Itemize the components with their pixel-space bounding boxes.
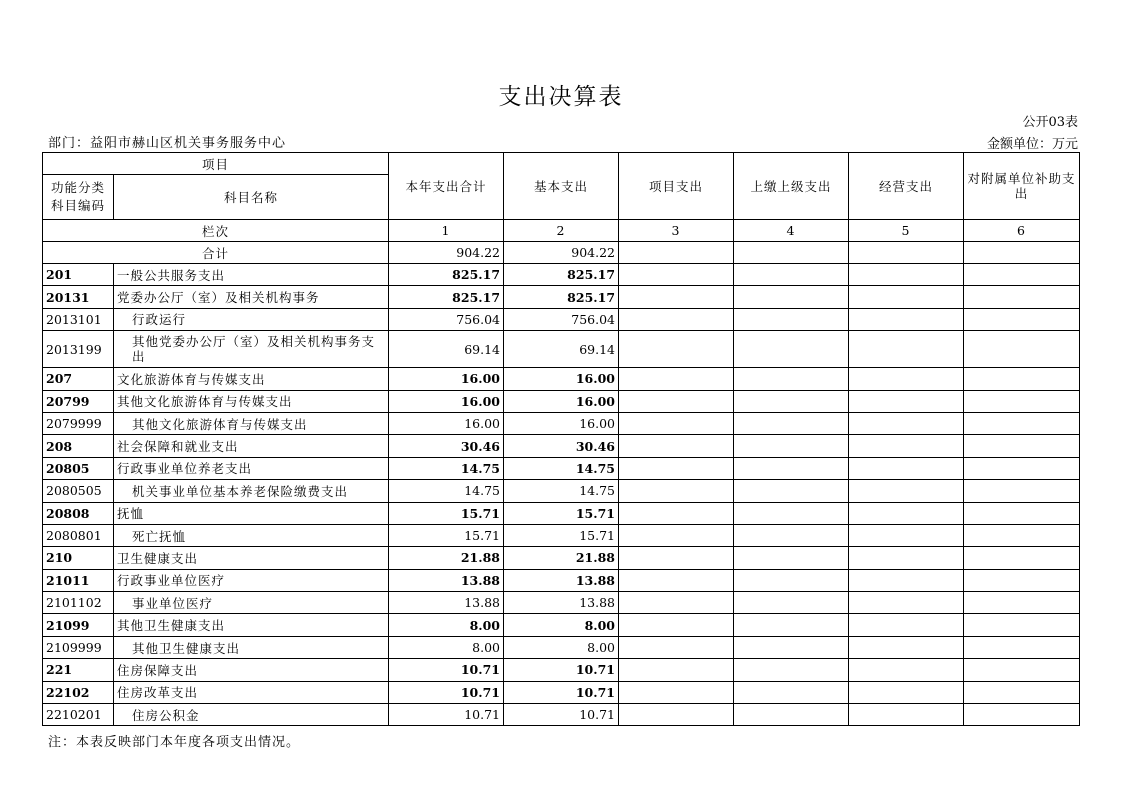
empty-cell [964, 636, 1080, 658]
empty-cell [849, 264, 964, 286]
empty-cell [734, 331, 849, 368]
total-amount: 904.22 [389, 242, 504, 264]
table-row [43, 308, 1080, 330]
empty-cell [619, 592, 734, 614]
empty-cell [964, 331, 1080, 368]
row-total: 825.17 [389, 264, 504, 286]
empty-cell [619, 524, 734, 546]
empty-cell [964, 659, 1080, 681]
unit-label: 金额单位：万元 [986, 137, 1078, 152]
row-code: 2080801 [43, 524, 114, 546]
empty-cell [734, 502, 849, 524]
row-subject-name: 行政运行 [114, 308, 389, 330]
empty-cell [964, 592, 1080, 614]
empty-cell [964, 569, 1080, 591]
empty-cell [964, 390, 1080, 412]
empty-cell [964, 614, 1080, 636]
empty-cell [734, 412, 849, 434]
row-subject-name: 党委办公厅（室）及相关机构事务 [114, 286, 389, 308]
empty-cell [734, 547, 849, 569]
empty-cell [849, 681, 964, 703]
row-basic: 14.75 [504, 457, 619, 479]
empty-cell [849, 614, 964, 636]
empty-cell [849, 569, 964, 591]
row-code: 20131 [43, 286, 114, 308]
row-basic: 21.88 [504, 547, 619, 569]
row-total: 16.00 [389, 412, 504, 434]
empty-cell [734, 704, 849, 726]
empty-cell [964, 547, 1080, 569]
row-total: 30.46 [389, 435, 504, 457]
row-subject-name: 抚恤 [114, 502, 389, 524]
table-row [43, 412, 1080, 434]
table-row [43, 286, 1080, 308]
table-row [43, 614, 1080, 636]
header-row-index: 栏次 [43, 220, 389, 242]
empty-cell [964, 681, 1080, 703]
total-label: 合计 [43, 242, 389, 264]
row-code: 20799 [43, 390, 114, 412]
empty-cell [734, 286, 849, 308]
empty-cell [849, 368, 964, 390]
empty-cell [619, 569, 734, 591]
row-subject-name: 文化旅游体育与传媒支出 [114, 368, 389, 390]
empty-cell [619, 457, 734, 479]
empty-cell [964, 412, 1080, 434]
row-basic: 825.17 [504, 264, 619, 286]
empty-cell [734, 480, 849, 502]
table-row [43, 659, 1080, 681]
empty-cell [619, 636, 734, 658]
row-subject-name: 其他卫生健康支出 [114, 614, 389, 636]
empty-cell [849, 659, 964, 681]
row-basic: 13.88 [504, 569, 619, 591]
row-code: 21099 [43, 614, 114, 636]
row-subject-name: 其他文化旅游体育与传媒支出 [114, 390, 389, 412]
empty-cell [849, 435, 964, 457]
row-subject-name: 住房改革支出 [114, 681, 389, 703]
row-code: 21011 [43, 569, 114, 591]
empty-cell [619, 659, 734, 681]
header-total: 本年支出合计 [389, 153, 504, 220]
department-label: 部门：益阳市赫山区机关事务服务中心 [48, 136, 287, 151]
row-subject-name: 一般公共服务支出 [114, 264, 389, 286]
empty-cell [849, 242, 964, 264]
row-code: 210 [43, 547, 114, 569]
empty-cell [849, 592, 964, 614]
empty-cell [619, 502, 734, 524]
empty-cell [734, 592, 849, 614]
empty-cell [734, 242, 849, 264]
table-row [43, 264, 1080, 286]
empty-cell [619, 412, 734, 434]
row-code: 20808 [43, 502, 114, 524]
row-code: 22102 [43, 681, 114, 703]
row-code: 2210201 [43, 704, 114, 726]
row-total: 13.88 [389, 569, 504, 591]
empty-cell [849, 286, 964, 308]
row-subject-name: 行政事业单位养老支出 [114, 457, 389, 479]
empty-cell [734, 659, 849, 681]
total-basic: 904.22 [504, 242, 619, 264]
empty-cell [734, 368, 849, 390]
empty-cell [964, 480, 1080, 502]
row-basic: 8.00 [504, 614, 619, 636]
col-number: 1 [389, 220, 504, 242]
empty-cell [964, 264, 1080, 286]
empty-cell [734, 308, 849, 330]
empty-cell [849, 502, 964, 524]
empty-cell [849, 331, 964, 368]
empty-cell [964, 286, 1080, 308]
header-subsidy: 对附属单位补助支出 [964, 153, 1080, 220]
col-number: 4 [734, 220, 849, 242]
empty-cell [849, 480, 964, 502]
header-func-code: 功能分类科目编码 [43, 175, 114, 220]
table-row [43, 480, 1080, 502]
empty-cell [849, 308, 964, 330]
empty-cell [849, 704, 964, 726]
row-basic: 15.71 [504, 502, 619, 524]
row-total: 10.71 [389, 704, 504, 726]
table-row [43, 592, 1080, 614]
row-basic: 69.14 [504, 331, 619, 368]
empty-cell [734, 524, 849, 546]
empty-cell [619, 614, 734, 636]
row-basic: 756.04 [504, 308, 619, 330]
row-code: 2080505 [43, 480, 114, 502]
empty-cell [734, 614, 849, 636]
row-subject-name: 死亡抚恤 [114, 524, 389, 546]
row-basic: 16.00 [504, 390, 619, 412]
empty-cell [734, 681, 849, 703]
row-total: 8.00 [389, 614, 504, 636]
empty-cell [964, 502, 1080, 524]
row-subject-name: 其他卫生健康支出 [114, 636, 389, 658]
empty-cell [849, 390, 964, 412]
row-code: 207 [43, 368, 114, 390]
row-basic: 16.00 [504, 412, 619, 434]
footnote: 注：本表反映部门本年度各项支出情况。 [48, 735, 301, 750]
empty-cell [734, 435, 849, 457]
col-number: 3 [619, 220, 734, 242]
header-upper: 上缴上级支出 [734, 153, 849, 220]
table-row [43, 636, 1080, 658]
empty-cell [964, 457, 1080, 479]
empty-cell [964, 242, 1080, 264]
row-total: 10.71 [389, 659, 504, 681]
empty-cell [964, 308, 1080, 330]
row-code: 20805 [43, 457, 114, 479]
empty-cell [619, 286, 734, 308]
row-subject-name: 其他党委办公厅（室）及相关机构事务支出 [114, 331, 389, 368]
empty-cell [619, 681, 734, 703]
table-row [43, 704, 1080, 726]
row-total: 21.88 [389, 547, 504, 569]
row-subject-name: 行政事业单位医疗 [114, 569, 389, 591]
header-project: 项目支出 [619, 153, 734, 220]
row-basic: 8.00 [504, 636, 619, 658]
row-total: 14.75 [389, 457, 504, 479]
header-item: 项目 [43, 153, 389, 175]
row-basic: 825.17 [504, 286, 619, 308]
col-number: 5 [849, 220, 964, 242]
row-basic: 10.71 [504, 704, 619, 726]
empty-cell [619, 547, 734, 569]
empty-cell [619, 368, 734, 390]
row-total: 10.71 [389, 681, 504, 703]
row-basic: 10.71 [504, 659, 619, 681]
row-code: 2079999 [43, 412, 114, 434]
col-number: 2 [504, 220, 619, 242]
table-row [43, 681, 1080, 703]
empty-cell [619, 435, 734, 457]
row-subject-name: 住房保障支出 [114, 659, 389, 681]
table-row [43, 502, 1080, 524]
empty-cell [619, 308, 734, 330]
empty-cell [964, 524, 1080, 546]
empty-cell [619, 480, 734, 502]
table-row [43, 390, 1080, 412]
total-row [43, 242, 1080, 264]
row-subject-name: 事业单位医疗 [114, 592, 389, 614]
header-business: 经营支出 [849, 153, 964, 220]
row-subject-name: 机关事业单位基本养老保险缴费支出 [114, 480, 389, 502]
row-basic: 15.71 [504, 524, 619, 546]
row-code: 2109999 [43, 636, 114, 658]
row-code: 208 [43, 435, 114, 457]
header-subject-name: 科目名称 [114, 175, 389, 220]
row-total: 8.00 [389, 636, 504, 658]
row-subject-name: 住房公积金 [114, 704, 389, 726]
empty-cell [734, 457, 849, 479]
row-basic: 30.46 [504, 435, 619, 457]
empty-cell [849, 636, 964, 658]
row-total: 69.14 [389, 331, 504, 368]
empty-cell [619, 704, 734, 726]
empty-cell [619, 390, 734, 412]
row-code: 201 [43, 264, 114, 286]
empty-cell [849, 412, 964, 434]
row-subject-name: 其他文化旅游体育与传媒支出 [114, 412, 389, 434]
row-basic: 16.00 [504, 368, 619, 390]
col-number: 6 [964, 220, 1080, 242]
empty-cell [619, 264, 734, 286]
row-total: 15.71 [389, 502, 504, 524]
row-total: 16.00 [389, 390, 504, 412]
row-total: 756.04 [389, 308, 504, 330]
row-subject-name: 社会保障和就业支出 [114, 435, 389, 457]
row-basic: 10.71 [504, 681, 619, 703]
row-basic: 13.88 [504, 592, 619, 614]
empty-cell [734, 636, 849, 658]
table-row [43, 435, 1080, 457]
expenditure-table [42, 152, 1080, 726]
empty-cell [964, 368, 1080, 390]
row-total: 14.75 [389, 480, 504, 502]
page-title: 支出决算表 [498, 84, 624, 110]
empty-cell [619, 242, 734, 264]
empty-cell [619, 331, 734, 368]
header-basic: 基本支出 [504, 153, 619, 220]
empty-cell [734, 569, 849, 591]
table-row [43, 524, 1080, 546]
empty-cell [964, 704, 1080, 726]
empty-cell [964, 435, 1080, 457]
form-code: 公开03表 [1022, 115, 1078, 130]
table-row [43, 569, 1080, 591]
empty-cell [849, 457, 964, 479]
table-row [43, 331, 1080, 368]
row-code: 2101102 [43, 592, 114, 614]
empty-cell [734, 264, 849, 286]
row-total: 13.88 [389, 592, 504, 614]
row-code: 2013199 [43, 331, 114, 368]
row-code: 221 [43, 659, 114, 681]
row-total: 15.71 [389, 524, 504, 546]
row-total: 16.00 [389, 368, 504, 390]
empty-cell [849, 547, 964, 569]
table-row [43, 457, 1080, 479]
row-total: 825.17 [389, 286, 504, 308]
row-basic: 14.75 [504, 480, 619, 502]
table-row [43, 368, 1080, 390]
row-subject-name: 卫生健康支出 [114, 547, 389, 569]
empty-cell [734, 390, 849, 412]
row-code: 2013101 [43, 308, 114, 330]
empty-cell [849, 524, 964, 546]
table-row [43, 547, 1080, 569]
